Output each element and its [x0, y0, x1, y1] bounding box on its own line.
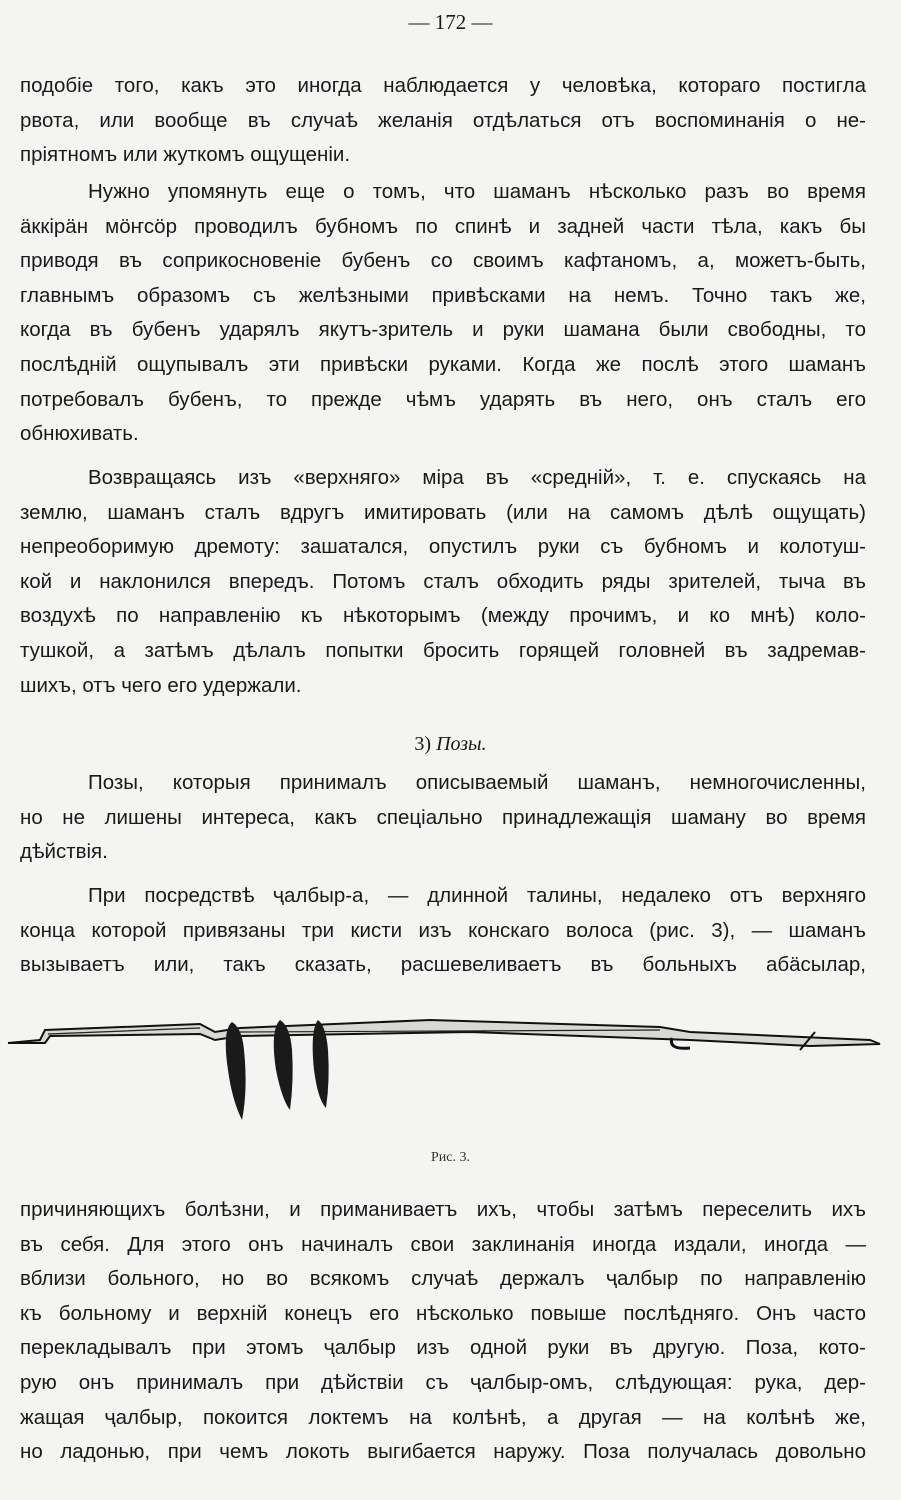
text-line: обнюхивать.	[20, 422, 139, 446]
text-line: причиняющихъ болѣзни, и приманиваетъ ихъ, чтобы затѣмъ переселить ихъ	[20, 1198, 866, 1221]
text-line: пріятномъ или жуткомъ ощущеніи.	[20, 143, 351, 167]
text-line: кой и наклонился впередъ. Потомъ сталъ обходить ряды зрителей, тыча въ	[20, 569, 866, 593]
text-line: непреоборимую дремоту: зашатался, опустилъ руки съ бубномъ и колотуш-	[20, 535, 866, 559]
text-line: но не лишены интереса, какъ спеціально принадлежащія шаману во время	[20, 805, 866, 829]
text-line: тушкой, а затѣмъ дѣлалъ попытки бросить горящей головней въ задремав-	[20, 639, 866, 662]
text-line: рвота, или вообще въ случаѣ желанія отдѣлаться отъ воспоминанія о не-	[20, 108, 866, 132]
text-line: землю, шаманъ сталъ вдругъ имитировать (или на самомъ дѣлѣ ощущать)	[20, 500, 866, 524]
text-line: приводя въ соприкосновеніе бубенъ со своимъ кафтаномъ, а, можетъ-быть,	[20, 249, 866, 273]
text-line: къ больному и верхній конецъ его нѣсколько повыше послѣдняго. Онъ часто	[20, 1301, 866, 1325]
text-line: вызываетъ или, такъ сказать, расшевеливаетъ въ больныхъ абäсылар,	[20, 953, 866, 977]
section-title: Позы.	[436, 733, 487, 755]
text-line: Позы, которыя принималъ описываемый шаманъ, немногочисленны,	[88, 771, 866, 794]
text-line: Нужно упомянуть еще о томъ, что шаманъ нѣсколько разъ во время	[88, 180, 866, 203]
text-line: въ себя. Для этого онъ начиналъ свои заклинанія иногда издали, иногда —	[20, 1232, 866, 1256]
text-line: дѣйствія.	[20, 840, 108, 864]
section-number: 3)	[414, 733, 432, 755]
text-line: вблизи больного, но во всякомъ случаѣ держалъ ҷалбыр по направленію	[20, 1267, 866, 1291]
text-line: главнымъ образомъ съ желѣзными привѣсками на немъ. Точно такъ же,	[20, 283, 866, 307]
text-line: потребовалъ бубенъ, то прежде чѣмъ ударять въ него, онъ сталъ его	[20, 387, 866, 411]
text-line: воздухѣ по направленію къ нѣкоторымъ (между прочимъ, и ко мнѣ) коло-	[20, 604, 866, 628]
figure-caption: Рис. 3.	[431, 1150, 470, 1165]
text-line: подобіе того, какъ это иногда наблюдается у человѣка, котораго постигла	[20, 74, 866, 97]
text-line: когда въ бубенъ ударялъ якутъ-зритель и руки шамана были свободны, то	[20, 318, 866, 342]
text-line: Возвращаясь изъ «верхняго» міра въ «средній», т. е. спускаясь на	[88, 466, 866, 489]
text-line: При посредствѣ ҷалбыр-а, — длинной талины, недалеко отъ верхняго	[88, 884, 866, 907]
text-line: жащая ҷалбыр, покоится локтемъ на колѣнѣ, а другая — на колѣнѣ же,	[20, 1405, 866, 1429]
text-line: конца которой привязаны три кисти изъ конскаго волоса (рис. 3), — шаманъ	[20, 918, 866, 942]
text-line: но ладонью, при чемъ локоть выгибается наружу. Поза получалась довольно	[20, 1440, 866, 1464]
text-line: äккірäн мöҥсöр проводилъ бубномъ по спинѣ и задней части тѣла, какъ бы	[20, 214, 866, 238]
text-line: шихъ, отъ чего его удержали.	[20, 673, 302, 697]
figure-3-chalbyr-illustration	[0, 1010, 901, 1130]
page-number: — 172 —	[408, 10, 493, 34]
section-heading	[0, 733, 901, 756]
text-line: перекладывалъ при этомъ ҷалбыр изъ одной руки въ другую. Поза, кото-	[20, 1336, 866, 1360]
text-line: рую онъ принималъ при дѣйствіи съ ҷалбыр-омъ, слѣдующая: рука, дер-	[20, 1371, 866, 1394]
stick-drawing	[8, 1020, 880, 1050]
text-line: послѣдній ощупывалъ эти привѣски руками. Когда же послѣ этого шаманъ	[20, 353, 866, 376]
